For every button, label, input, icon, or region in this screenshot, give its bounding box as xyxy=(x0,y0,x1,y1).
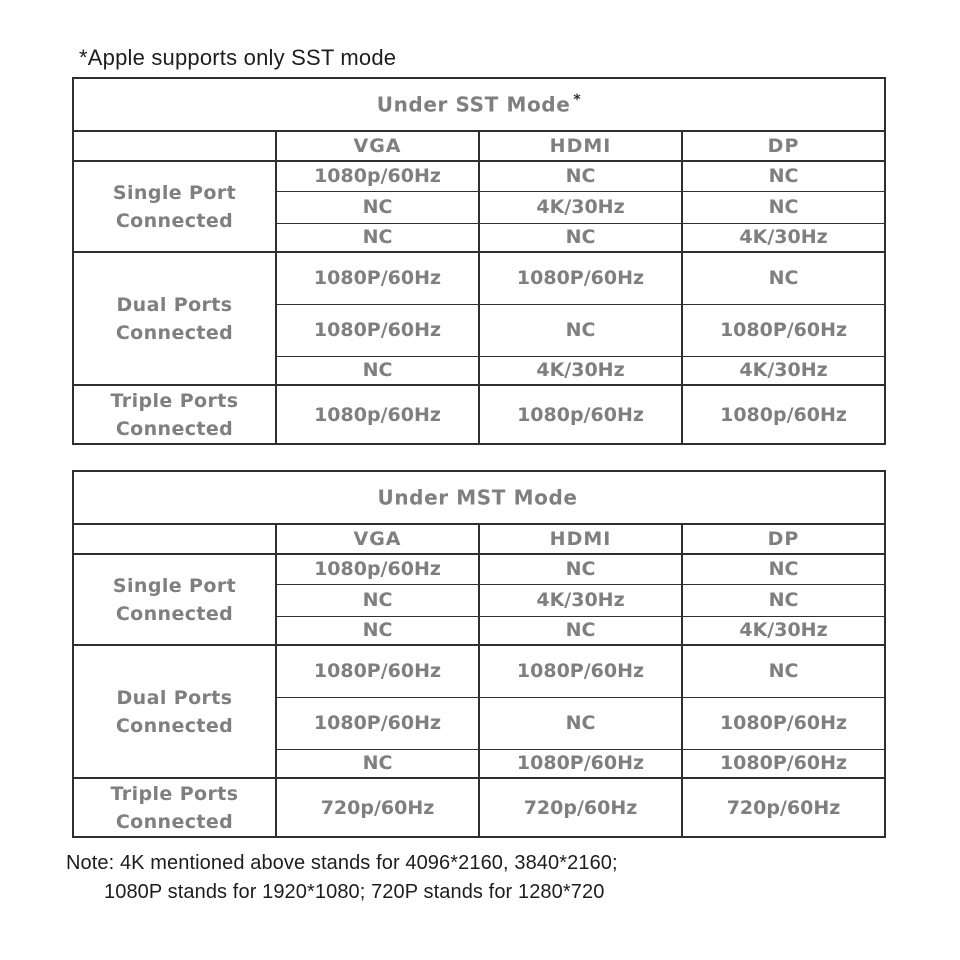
group-label-dual-ports xyxy=(73,645,276,778)
spec-cell: NC xyxy=(479,616,682,645)
group-label-line: Connected xyxy=(115,417,234,440)
spec-cell: 4K/30Hz xyxy=(682,356,885,385)
spec-cell: 720p/60Hz xyxy=(276,778,479,837)
sst-table-title-text: Under SST Mode xyxy=(376,92,571,117)
spec-cell: NC xyxy=(479,161,682,191)
footer-note-line1: Note: 4K mentioned above stands for 4096*2160, 3840*2160; xyxy=(66,852,618,874)
spec-cell: 4K/30Hz xyxy=(479,191,682,223)
group-label-line: Single Port xyxy=(112,574,237,597)
spec-cell: 1080P/60Hz xyxy=(276,645,479,697)
column-header-vga: VGA xyxy=(276,524,479,554)
mst-table-title xyxy=(73,471,885,524)
spec-cell: NC xyxy=(682,554,885,584)
spec-cell: 1080P/60Hz xyxy=(682,697,885,749)
spec-cell: NC xyxy=(682,645,885,697)
mst-table-title-text: Under MST Mode xyxy=(377,485,578,510)
spec-cell: 1080P/60Hz xyxy=(682,749,885,778)
spec-cell: NC xyxy=(682,584,885,616)
spec-cell: NC xyxy=(479,304,682,356)
spec-cell: 1080P/60Hz xyxy=(479,252,682,304)
spec-cell: NC xyxy=(479,554,682,584)
spec-cell: NC xyxy=(276,616,479,645)
spec-cell: NC xyxy=(479,223,682,252)
spec-cell: NC xyxy=(276,749,479,778)
footer-note-line2: 1080P stands for 1920*1080; 720P stands for 1280*720 xyxy=(104,881,605,903)
group-label-line: Triple Ports xyxy=(110,782,239,805)
column-header-vga: VGA xyxy=(276,131,479,161)
group-label-line: Connected xyxy=(115,714,234,737)
spec-cell: 1080P/60Hz xyxy=(276,697,479,749)
footer-note xyxy=(66,849,618,907)
group-label-line: Dual Ports xyxy=(116,293,233,316)
spec-cell: 4K/30Hz xyxy=(682,616,885,645)
sst-table-title xyxy=(73,78,885,131)
spec-cell: 1080p/60Hz xyxy=(479,385,682,444)
spec-cell: 1080P/60Hz xyxy=(479,749,682,778)
spec-cell: 4K/30Hz xyxy=(479,356,682,385)
group-label-single-port xyxy=(73,554,276,645)
spec-cell: 4K/30Hz xyxy=(682,223,885,252)
group-label-triple-ports xyxy=(73,385,276,444)
column-header-hdmi: HDMI xyxy=(479,131,682,161)
column-header-dp: DP xyxy=(682,131,885,161)
spec-cell: 720p/60Hz xyxy=(682,778,885,837)
group-label-dual-ports xyxy=(73,252,276,385)
group-label-line: Triple Ports xyxy=(110,389,239,412)
group-label-triple-ports xyxy=(73,778,276,837)
spec-cell: 1080p/60Hz xyxy=(276,385,479,444)
group-label-single-port xyxy=(73,161,276,252)
spec-cell: 1080P/60Hz xyxy=(276,252,479,304)
spec-cell: NC xyxy=(276,223,479,252)
spec-cell: NC xyxy=(276,356,479,385)
spec-cell: 1080p/60Hz xyxy=(276,161,479,191)
group-label-line: Connected xyxy=(115,209,234,232)
group-label-line: Connected xyxy=(115,810,234,833)
column-header-hdmi: HDMI xyxy=(479,524,682,554)
spec-cell: NC xyxy=(276,584,479,616)
spec-cell: NC xyxy=(479,697,682,749)
group-label-line: Dual Ports xyxy=(116,686,233,709)
corner-cell xyxy=(73,524,276,554)
spec-cell: NC xyxy=(276,191,479,223)
spec-cell: 1080P/60Hz xyxy=(479,645,682,697)
corner-cell xyxy=(73,131,276,161)
spec-cell: 1080P/60Hz xyxy=(682,304,885,356)
group-label-line: Connected xyxy=(115,602,234,625)
spec-cell: NC xyxy=(682,191,885,223)
group-label-line: Single Port xyxy=(112,181,237,204)
column-header-dp: DP xyxy=(682,524,885,554)
spec-cell: 1080p/60Hz xyxy=(682,385,885,444)
asterisk-mark: * xyxy=(573,92,582,109)
apple-sst-note: *Apple supports only SST mode xyxy=(79,45,397,70)
spec-cell: 1080P/60Hz xyxy=(276,304,479,356)
group-label-line: Connected xyxy=(115,321,234,344)
spec-cell: 1080p/60Hz xyxy=(276,554,479,584)
spec-cell: NC xyxy=(682,161,885,191)
sst-mode-table xyxy=(72,77,886,445)
spec-cell: NC xyxy=(682,252,885,304)
spec-cell: 4K/30Hz xyxy=(479,584,682,616)
spec-cell: 720p/60Hz xyxy=(479,778,682,837)
mst-mode-table xyxy=(72,470,886,838)
